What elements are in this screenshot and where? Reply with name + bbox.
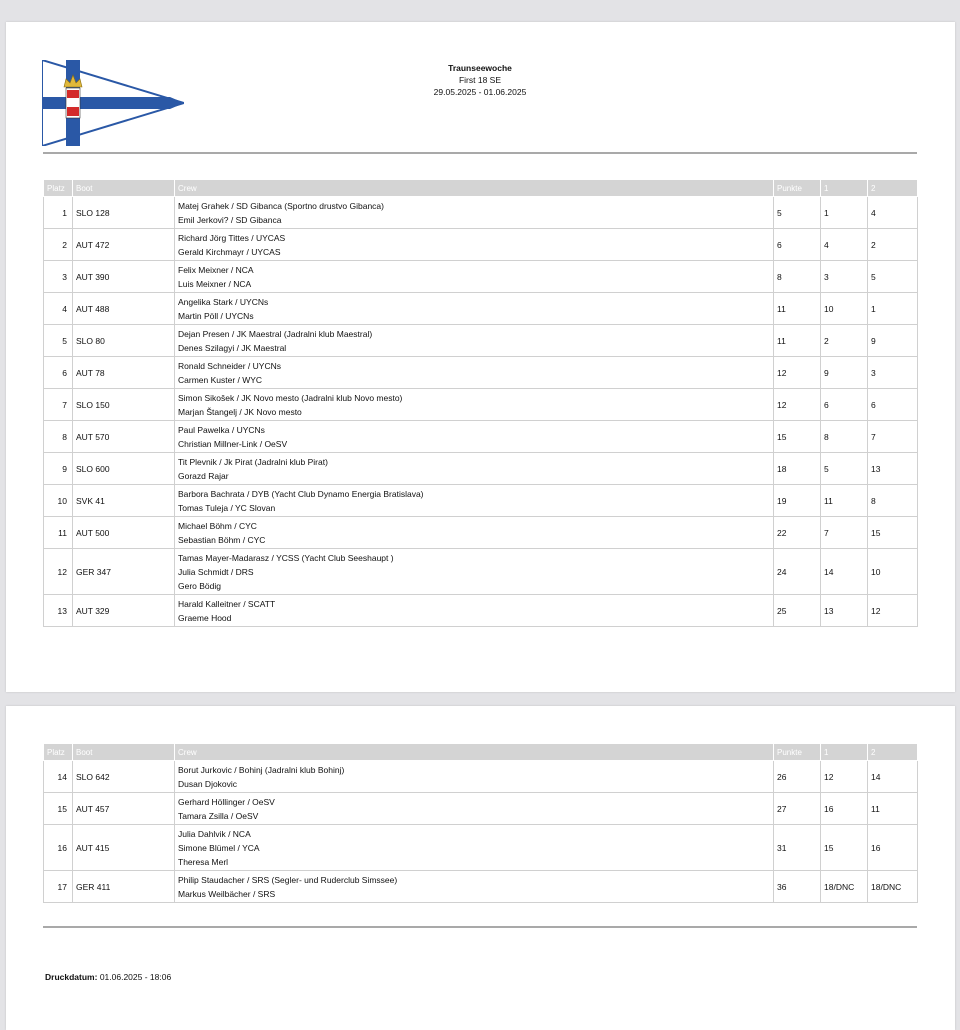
race-2-cell: 7 xyxy=(868,421,918,453)
boat-cell: SLO 80 xyxy=(73,325,175,357)
boat-cell: AUT 415 xyxy=(73,825,175,871)
boat-class: First 18 SE xyxy=(458,75,502,85)
footer-divider xyxy=(43,926,917,928)
place-cell: 3 xyxy=(44,261,73,293)
crew-member: Paul Pawelka / UYCNs xyxy=(178,424,265,435)
crew-member: Carmen Kuster / WYC xyxy=(178,374,263,385)
table-row xyxy=(44,793,918,825)
points-cell: 12 xyxy=(774,357,821,389)
boat-cell: SVK 41 xyxy=(73,485,175,517)
boat-cell: AUT 329 xyxy=(73,595,175,627)
regatta-header xyxy=(336,62,624,98)
place-cell: 6 xyxy=(44,357,73,389)
table-row xyxy=(44,197,918,229)
race-1-cell: 1 xyxy=(821,197,868,229)
col-race-2: 2 xyxy=(868,744,918,761)
race-2-cell: 18/DNC xyxy=(868,871,918,903)
race-2-cell: 15 xyxy=(868,517,918,549)
crew-member: Gerhard Höllinger / OeSV xyxy=(178,796,275,807)
crew-cell xyxy=(175,229,774,261)
crew-cell xyxy=(175,421,774,453)
crew-member: Markus Weilbächer / SRS xyxy=(178,888,276,899)
race-1-cell: 10 xyxy=(821,293,868,325)
crew-cell xyxy=(175,261,774,293)
place-cell: 14 xyxy=(44,761,73,793)
crew-cell xyxy=(175,197,774,229)
points-cell: 31 xyxy=(774,825,821,871)
race-1-cell: 6 xyxy=(821,389,868,421)
race-2-cell: 2 xyxy=(868,229,918,261)
col-boat: Boot xyxy=(73,744,175,761)
points-cell: 26 xyxy=(774,761,821,793)
col-race-2: 2 xyxy=(868,180,918,197)
race-1-cell: 15 xyxy=(821,825,868,871)
table-row xyxy=(44,517,918,549)
race-2-cell: 3 xyxy=(868,357,918,389)
place-cell: 4 xyxy=(44,293,73,325)
place-cell: 7 xyxy=(44,389,73,421)
place-cell: 13 xyxy=(44,595,73,627)
crew-cell xyxy=(175,357,774,389)
crew-member: Luis Meixner / NCA xyxy=(178,278,252,289)
table-header-row xyxy=(44,744,918,761)
boat-cell: AUT 390 xyxy=(73,261,175,293)
points-cell: 27 xyxy=(774,793,821,825)
race-2-cell: 13 xyxy=(868,453,918,485)
crew-member: Marjan Štangelj / JK Novo mesto xyxy=(178,406,302,417)
table-row xyxy=(44,421,918,453)
boat-cell: AUT 488 xyxy=(73,293,175,325)
col-crew: Crew xyxy=(175,744,774,761)
race-1-cell: 5 xyxy=(821,453,868,485)
crew-member: Sebastian Böhm / CYC xyxy=(178,534,266,545)
race-2-cell: 5 xyxy=(868,261,918,293)
points-cell: 12 xyxy=(774,389,821,421)
results-page-1 xyxy=(6,22,955,692)
crew-member: Theresa Merl xyxy=(178,856,229,867)
table-row xyxy=(44,325,918,357)
table-row xyxy=(44,357,918,389)
table-row xyxy=(44,229,918,261)
crew-member: Gorazd Rajar xyxy=(178,470,229,481)
place-cell: 17 xyxy=(44,871,73,903)
boat-cell: AUT 472 xyxy=(73,229,175,261)
place-cell: 16 xyxy=(44,825,73,871)
race-2-cell: 12 xyxy=(868,595,918,627)
table-row xyxy=(44,549,918,595)
table-row xyxy=(44,293,918,325)
race-1-cell: 3 xyxy=(821,261,868,293)
crew-cell xyxy=(175,325,774,357)
results-table-page-2 xyxy=(43,743,918,903)
crew-cell xyxy=(175,549,774,595)
crew-cell xyxy=(175,453,774,485)
points-cell: 8 xyxy=(774,261,821,293)
crew-member: Harald Kalleitner / SCATT xyxy=(178,598,276,609)
boat-cell: AUT 457 xyxy=(73,793,175,825)
boat-cell: SLO 600 xyxy=(73,453,175,485)
crew-member: Julia Schmidt / DRS xyxy=(178,566,254,577)
crew-member: Tamara Zsilla / OeSV xyxy=(178,810,259,821)
crew-member: Felix Meixner / NCA xyxy=(178,264,254,275)
race-2-cell: 6 xyxy=(868,389,918,421)
race-1-cell: 18/DNC xyxy=(821,871,868,903)
crew-cell xyxy=(175,293,774,325)
table-header-row xyxy=(44,180,918,197)
boat-cell: GER 411 xyxy=(73,871,175,903)
col-place: Platz xyxy=(44,180,73,197)
regatta-title: Traunseewoche xyxy=(448,63,512,73)
race-1-cell: 16 xyxy=(821,793,868,825)
crew-member: Barbora Bachrata / DYB (Yacht Club Dynamo Energia Bratislava) xyxy=(178,488,424,499)
points-cell: 11 xyxy=(774,293,821,325)
race-2-cell: 1 xyxy=(868,293,918,325)
points-cell: 5 xyxy=(774,197,821,229)
table-row xyxy=(44,595,918,627)
print-date-label: Druckdatum: xyxy=(45,972,98,982)
race-1-cell: 14 xyxy=(821,549,868,595)
race-2-cell: 4 xyxy=(868,197,918,229)
boat-cell: GER 347 xyxy=(73,549,175,595)
crew-member: Simon Sikošek / JK Novo mesto (Jadralni klub Novo mesto) xyxy=(178,392,403,403)
boat-cell: AUT 78 xyxy=(73,357,175,389)
boat-cell: AUT 500 xyxy=(73,517,175,549)
crew-member: Tomas Tuleja / YC Slovan xyxy=(178,502,276,513)
crew-cell xyxy=(175,825,774,871)
place-cell: 11 xyxy=(44,517,73,549)
race-1-cell: 2 xyxy=(821,325,868,357)
col-crew: Crew xyxy=(175,180,774,197)
col-place: Platz xyxy=(44,744,73,761)
points-cell: 24 xyxy=(774,549,821,595)
race-1-cell: 11 xyxy=(821,485,868,517)
header-divider xyxy=(43,152,917,154)
race-2-cell: 16 xyxy=(868,825,918,871)
race-2-cell: 9 xyxy=(868,325,918,357)
crew-member: Tit Plevnik / Jk Pirat (Jadralni klub Pirat) xyxy=(178,456,328,467)
crew-member: Ronald Schneider / UYCNs xyxy=(178,360,281,371)
crew-member: Borut Jurkovic / Bohinj (Jadralni klub Bohinj) xyxy=(178,764,345,775)
crew-member: Gero Bödig xyxy=(178,580,221,591)
print-date xyxy=(45,972,171,982)
crew-member: Christian Millner-Link / OeSV xyxy=(178,438,288,449)
table-row xyxy=(44,389,918,421)
crew-cell xyxy=(175,793,774,825)
place-cell: 5 xyxy=(44,325,73,357)
points-cell: 25 xyxy=(774,595,821,627)
boat-cell: SLO 642 xyxy=(73,761,175,793)
points-cell: 11 xyxy=(774,325,821,357)
crew-member: Graeme Hood xyxy=(178,612,232,623)
crew-cell xyxy=(175,517,774,549)
crew-member: Denes Szilagyi / JK Maestral xyxy=(178,342,287,353)
crew-cell xyxy=(175,761,774,793)
crew-cell xyxy=(175,485,774,517)
race-2-cell: 8 xyxy=(868,485,918,517)
table-row xyxy=(44,261,918,293)
table-row xyxy=(44,485,918,517)
crew-member: Simone Blümel / YCA xyxy=(178,842,260,853)
place-cell: 15 xyxy=(44,793,73,825)
crew-member: Richard Jörg Tittes / UYCAS xyxy=(178,232,286,243)
club-pennant-logo xyxy=(42,60,184,146)
boat-cell: AUT 570 xyxy=(73,421,175,453)
points-cell: 22 xyxy=(774,517,821,549)
place-cell: 12 xyxy=(44,549,73,595)
race-1-cell: 7 xyxy=(821,517,868,549)
points-cell: 36 xyxy=(774,871,821,903)
place-cell: 2 xyxy=(44,229,73,261)
crew-cell xyxy=(175,595,774,627)
table-row xyxy=(44,761,918,793)
place-cell: 1 xyxy=(44,197,73,229)
crew-cell xyxy=(175,389,774,421)
crew-member: Philip Staudacher / SRS (Segler- und Ruderclub Simssee) xyxy=(178,874,398,885)
crew-member: Dusan Djokovic xyxy=(178,778,238,789)
place-cell: 8 xyxy=(44,421,73,453)
race-2-cell: 11 xyxy=(868,793,918,825)
race-1-cell: 8 xyxy=(821,421,868,453)
crew-member: Julia Dahlvik / NCA xyxy=(178,828,251,839)
place-cell: 9 xyxy=(44,453,73,485)
results-page-2 xyxy=(6,706,955,1030)
boat-cell: SLO 128 xyxy=(73,197,175,229)
crew-member: Emil Jerkovi? / SD Gibanca xyxy=(178,214,282,225)
boat-cell: SLO 150 xyxy=(73,389,175,421)
col-points: Punkte xyxy=(774,180,821,197)
points-cell: 6 xyxy=(774,229,821,261)
crew-member: Matej Grahek / SD Gibanca (Sportno drustvo Gibanca) xyxy=(178,200,384,211)
print-date-value: 01.06.2025 - 18:06 xyxy=(99,972,172,982)
table-row xyxy=(44,871,918,903)
results-table-page-1 xyxy=(43,179,918,627)
col-race-1: 1 xyxy=(821,744,868,761)
points-cell: 15 xyxy=(774,421,821,453)
col-points: Punkte xyxy=(774,744,821,761)
table-row xyxy=(44,825,918,871)
date-range: 29.05.2025 - 01.06.2025 xyxy=(433,87,527,97)
crew-member: Martin Pöll / UYCNs xyxy=(178,310,254,321)
race-1-cell: 13 xyxy=(821,595,868,627)
col-race-1: 1 xyxy=(821,180,868,197)
race-2-cell: 10 xyxy=(868,549,918,595)
crew-member: Gerald Kirchmayr / UYCAS xyxy=(178,246,281,257)
crew-cell xyxy=(175,871,774,903)
crew-member: Tamas Mayer-Madarasz / YCSS (Yacht Club Seeshaupt ) xyxy=(178,552,394,563)
race-2-cell: 14 xyxy=(868,761,918,793)
col-boat: Boot xyxy=(73,180,175,197)
crew-member: Dejan Presen / JK Maestral (Jadralni klub Maestral) xyxy=(178,328,373,339)
crew-member: Michael Böhm / CYC xyxy=(178,520,257,531)
crew-member: Angelika Stark / UYCNs xyxy=(178,296,269,307)
table-row xyxy=(44,453,918,485)
race-1-cell: 9 xyxy=(821,357,868,389)
race-1-cell: 4 xyxy=(821,229,868,261)
place-cell: 10 xyxy=(44,485,73,517)
race-1-cell: 12 xyxy=(821,761,868,793)
points-cell: 19 xyxy=(774,485,821,517)
points-cell: 18 xyxy=(774,453,821,485)
